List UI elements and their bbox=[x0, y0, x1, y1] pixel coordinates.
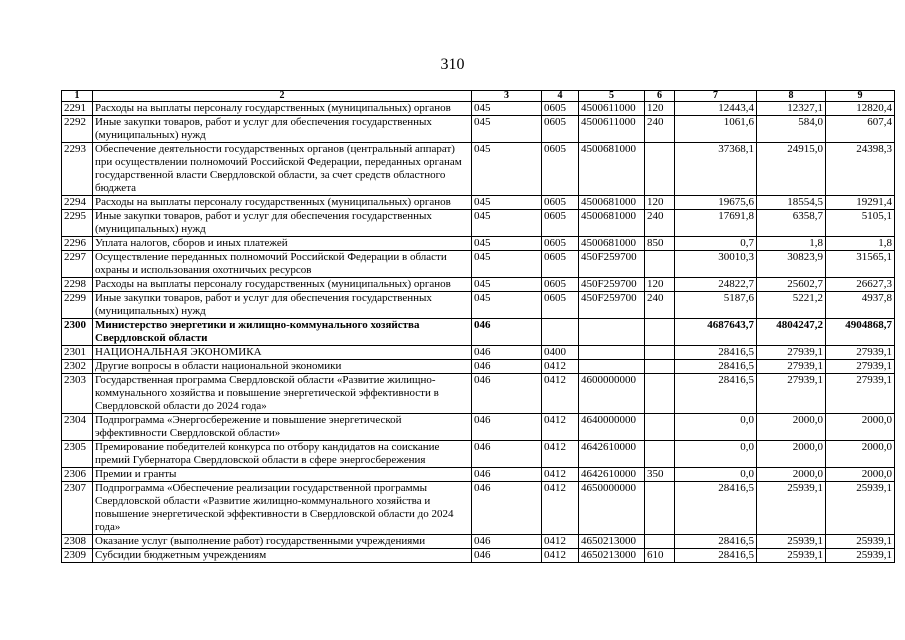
row-number: 2302 bbox=[62, 360, 93, 374]
row-amount-1: 37368,1 bbox=[675, 143, 757, 196]
row-target-code: 4642610000 bbox=[579, 441, 645, 468]
row-section-code: 0412 bbox=[542, 360, 579, 374]
row-description: Оказание услуг (выполнение работ) государственными учреждениями bbox=[93, 535, 472, 549]
row-ministry-code: 046 bbox=[472, 468, 542, 482]
row-number: 2308 bbox=[62, 535, 93, 549]
row-number: 2291 bbox=[62, 102, 93, 116]
row-amount-3: 4937,8 bbox=[826, 292, 895, 319]
table-row bbox=[62, 143, 895, 196]
row-description: Расходы на выплаты персоналу государственных (муниципальных) органов bbox=[93, 278, 472, 292]
row-section-code: 0605 bbox=[542, 143, 579, 196]
row-ministry-code: 045 bbox=[472, 237, 542, 251]
row-expense-type bbox=[645, 535, 675, 549]
row-amount-1: 19675,6 bbox=[675, 196, 757, 210]
row-number: 2300 bbox=[62, 319, 93, 346]
row-expense-type bbox=[645, 360, 675, 374]
row-amount-1: 30010,3 bbox=[675, 251, 757, 278]
row-amount-1: 0,7 bbox=[675, 237, 757, 251]
row-amount-1: 12443,4 bbox=[675, 102, 757, 116]
row-expense-type bbox=[645, 482, 675, 535]
table-row bbox=[62, 251, 895, 278]
row-number: 2309 bbox=[62, 549, 93, 563]
row-amount-2: 27939,1 bbox=[757, 360, 826, 374]
row-expense-type bbox=[645, 441, 675, 468]
row-amount-1: 28416,5 bbox=[675, 346, 757, 360]
header-col-4: 4 bbox=[542, 91, 579, 102]
row-ministry-code: 046 bbox=[472, 414, 542, 441]
row-description: Подпрограмма «Энергосбережение и повышение энергетической эффективности Свердловской области» bbox=[93, 414, 472, 441]
row-target-code: 4650213000 bbox=[579, 549, 645, 563]
row-number: 2299 bbox=[62, 292, 93, 319]
row-amount-2: 25939,1 bbox=[757, 535, 826, 549]
row-amount-2: 2000,0 bbox=[757, 468, 826, 482]
table-row bbox=[62, 549, 895, 563]
row-section-code: 0412 bbox=[542, 535, 579, 549]
row-ministry-code: 046 bbox=[472, 319, 542, 346]
row-number: 2306 bbox=[62, 468, 93, 482]
row-target-code: 4500681000 bbox=[579, 210, 645, 237]
row-description: Премирование победителей конкурса по отбору кандидатов на соискание премий Губернатора Свердловской области в сфере энергосбережения bbox=[93, 441, 472, 468]
row-description: Премии и гранты bbox=[93, 468, 472, 482]
row-section-code: 0412 bbox=[542, 414, 579, 441]
row-description: НАЦИОНАЛЬНАЯ ЭКОНОМИКА bbox=[93, 346, 472, 360]
row-description: Другие вопросы в области национальной экономики bbox=[93, 360, 472, 374]
row-section-code: 0400 bbox=[542, 346, 579, 360]
row-number: 2298 bbox=[62, 278, 93, 292]
row-number: 2294 bbox=[62, 196, 93, 210]
row-amount-3: 2000,0 bbox=[826, 468, 895, 482]
row-amount-3: 25939,1 bbox=[826, 549, 895, 563]
header-col-7: 7 bbox=[675, 91, 757, 102]
header-col-5: 5 bbox=[579, 91, 645, 102]
row-ministry-code: 045 bbox=[472, 102, 542, 116]
table-row bbox=[62, 210, 895, 237]
row-ministry-code: 045 bbox=[472, 278, 542, 292]
table-row bbox=[62, 482, 895, 535]
table-row bbox=[62, 360, 895, 374]
row-expense-type bbox=[645, 414, 675, 441]
row-target-code: 4642610000 bbox=[579, 468, 645, 482]
table-row bbox=[62, 414, 895, 441]
row-target-code: 4500681000 bbox=[579, 196, 645, 210]
row-ministry-code: 045 bbox=[472, 196, 542, 210]
row-section-code: 0605 bbox=[542, 196, 579, 210]
header-col-3: 3 bbox=[472, 91, 542, 102]
row-target-code: 4640000000 bbox=[579, 414, 645, 441]
row-description: Субсидии бюджетным учреждениям bbox=[93, 549, 472, 563]
row-section-code: 0605 bbox=[542, 251, 579, 278]
table-header-row bbox=[62, 91, 895, 102]
row-target-code: 4500611000 bbox=[579, 116, 645, 143]
row-number: 2305 bbox=[62, 441, 93, 468]
row-expense-type bbox=[645, 346, 675, 360]
row-expense-type: 120 bbox=[645, 196, 675, 210]
row-expense-type: 850 bbox=[645, 237, 675, 251]
row-amount-2: 584,0 bbox=[757, 116, 826, 143]
row-target-code: 4500681000 bbox=[579, 143, 645, 196]
table-row bbox=[62, 278, 895, 292]
header-col-9: 9 bbox=[826, 91, 895, 102]
row-amount-2: 2000,0 bbox=[757, 441, 826, 468]
row-amount-2: 25939,1 bbox=[757, 482, 826, 535]
row-number: 2297 bbox=[62, 251, 93, 278]
row-amount-3: 27939,1 bbox=[826, 374, 895, 414]
row-ministry-code: 045 bbox=[472, 210, 542, 237]
row-amount-2: 2000,0 bbox=[757, 414, 826, 441]
table-row bbox=[62, 535, 895, 549]
row-amount-3: 5105,1 bbox=[826, 210, 895, 237]
row-section-code: 0605 bbox=[542, 292, 579, 319]
row-section-code bbox=[542, 319, 579, 346]
page-number: 310 bbox=[440, 56, 465, 73]
row-amount-3: 4904868,7 bbox=[826, 319, 895, 346]
row-description: Обеспечение деятельности государственных органов (центральный аппарат) при осуществлении полномочий Российской Федерации, переданных органам государственной власти Свердловской области, за счет средств областного бюджета bbox=[93, 143, 472, 196]
header-col-1: 1 bbox=[62, 91, 93, 102]
row-amount-2: 24915,0 bbox=[757, 143, 826, 196]
row-amount-1: 0,0 bbox=[675, 414, 757, 441]
row-amount-1: 28416,5 bbox=[675, 549, 757, 563]
row-description: Осуществление переданных полномочий Российской Федерации в области охраны и использования охотничьих ресурсов bbox=[93, 251, 472, 278]
row-ministry-code: 046 bbox=[472, 482, 542, 535]
row-target-code: 4500611000 bbox=[579, 102, 645, 116]
row-target-code: 4650000000 bbox=[579, 482, 645, 535]
row-amount-2: 25939,1 bbox=[757, 549, 826, 563]
row-number: 2303 bbox=[62, 374, 93, 414]
row-expense-type: 240 bbox=[645, 292, 675, 319]
row-amount-2: 5221,2 bbox=[757, 292, 826, 319]
row-number: 2293 bbox=[62, 143, 93, 196]
row-ministry-code: 046 bbox=[472, 535, 542, 549]
row-amount-3: 24398,3 bbox=[826, 143, 895, 196]
row-section-code: 0412 bbox=[542, 468, 579, 482]
row-amount-2: 27939,1 bbox=[757, 346, 826, 360]
row-amount-3: 607,4 bbox=[826, 116, 895, 143]
row-amount-3: 12820,4 bbox=[826, 102, 895, 116]
row-section-code: 0605 bbox=[542, 116, 579, 143]
row-expense-type bbox=[645, 143, 675, 196]
table-body bbox=[62, 102, 895, 563]
row-section-code: 0605 bbox=[542, 237, 579, 251]
row-ministry-code: 046 bbox=[472, 360, 542, 374]
row-amount-1: 0,0 bbox=[675, 441, 757, 468]
row-expense-type bbox=[645, 319, 675, 346]
table-row bbox=[62, 292, 895, 319]
row-amount-1: 4687643,7 bbox=[675, 319, 757, 346]
table-row bbox=[62, 116, 895, 143]
row-expense-type bbox=[645, 251, 675, 278]
row-amount-3: 2000,0 bbox=[826, 441, 895, 468]
row-amount-3: 19291,4 bbox=[826, 196, 895, 210]
row-amount-2: 1,8 bbox=[757, 237, 826, 251]
row-target-code bbox=[579, 360, 645, 374]
row-expense-type: 120 bbox=[645, 102, 675, 116]
row-amount-3: 31565,1 bbox=[826, 251, 895, 278]
row-amount-3: 25939,1 bbox=[826, 482, 895, 535]
row-amount-1: 0,0 bbox=[675, 468, 757, 482]
row-target-code: 450F259700 bbox=[579, 292, 645, 319]
row-amount-1: 24822,7 bbox=[675, 278, 757, 292]
row-amount-1: 28416,5 bbox=[675, 482, 757, 535]
row-number: 2295 bbox=[62, 210, 93, 237]
row-amount-1: 5187,6 bbox=[675, 292, 757, 319]
header-col-8: 8 bbox=[757, 91, 826, 102]
row-target-code bbox=[579, 346, 645, 360]
row-amount-2: 25602,7 bbox=[757, 278, 826, 292]
row-amount-3: 27939,1 bbox=[826, 360, 895, 374]
row-section-code: 0605 bbox=[542, 278, 579, 292]
row-ministry-code: 046 bbox=[472, 346, 542, 360]
row-section-code: 0412 bbox=[542, 482, 579, 535]
row-expense-type: 120 bbox=[645, 278, 675, 292]
table-row bbox=[62, 441, 895, 468]
row-description: Министерство энергетики и жилищно-коммунального хозяйства Свердловской области bbox=[93, 319, 472, 346]
row-amount-2: 4804247,2 bbox=[757, 319, 826, 346]
row-ministry-code: 045 bbox=[472, 251, 542, 278]
row-amount-1: 28416,5 bbox=[675, 360, 757, 374]
budget-table bbox=[61, 90, 895, 563]
table-row bbox=[62, 346, 895, 360]
row-description: Государственная программа Свердловской области «Развитие жилищно-коммунального хозяйства и повышение энергетической эффективности в Свердловской области до 2024 года» bbox=[93, 374, 472, 414]
row-amount-1: 28416,5 bbox=[675, 374, 757, 414]
row-section-code: 0412 bbox=[542, 441, 579, 468]
table-row bbox=[62, 196, 895, 210]
row-amount-3: 2000,0 bbox=[826, 414, 895, 441]
row-section-code: 0605 bbox=[542, 210, 579, 237]
row-description: Уплата налогов, сборов и иных платежей bbox=[93, 237, 472, 251]
row-description: Подпрограмма «Обеспечение реализации государственной программы Свердловской области «Развитие жилищно-коммунального хозяйства и повышение энергетической эффективности в Свердловской области до 2024 года» bbox=[93, 482, 472, 535]
row-description: Иные закупки товаров, работ и услуг для обеспечения государственных (муниципальных) нужд bbox=[93, 116, 472, 143]
row-description: Расходы на выплаты персоналу государственных (муниципальных) органов bbox=[93, 102, 472, 116]
row-expense-type: 610 bbox=[645, 549, 675, 563]
row-amount-1: 17691,8 bbox=[675, 210, 757, 237]
row-ministry-code: 046 bbox=[472, 441, 542, 468]
row-expense-type bbox=[645, 374, 675, 414]
row-amount-3: 25939,1 bbox=[826, 535, 895, 549]
row-number: 2301 bbox=[62, 346, 93, 360]
row-section-code: 0412 bbox=[542, 374, 579, 414]
row-number: 2292 bbox=[62, 116, 93, 143]
row-expense-type: 240 bbox=[645, 210, 675, 237]
row-amount-2: 27939,1 bbox=[757, 374, 826, 414]
row-amount-3: 1,8 bbox=[826, 237, 895, 251]
row-amount-2: 6358,7 bbox=[757, 210, 826, 237]
row-description: Иные закупки товаров, работ и услуг для обеспечения государственных (муниципальных) нужд bbox=[93, 210, 472, 237]
row-target-code: 4650213000 bbox=[579, 535, 645, 549]
row-ministry-code: 045 bbox=[472, 143, 542, 196]
table-row bbox=[62, 468, 895, 482]
table-row bbox=[62, 102, 895, 116]
row-ministry-code: 045 bbox=[472, 292, 542, 319]
row-description: Иные закупки товаров, работ и услуг для обеспечения государственных (муниципальных) нужд bbox=[93, 292, 472, 319]
row-target-code: 450F259700 bbox=[579, 278, 645, 292]
row-amount-1: 28416,5 bbox=[675, 535, 757, 549]
row-number: 2296 bbox=[62, 237, 93, 251]
table-row bbox=[62, 319, 895, 346]
header-col-2: 2 bbox=[93, 91, 472, 102]
row-number: 2307 bbox=[62, 482, 93, 535]
row-amount-2: 30823,9 bbox=[757, 251, 826, 278]
row-ministry-code: 045 bbox=[472, 116, 542, 143]
row-expense-type: 240 bbox=[645, 116, 675, 143]
row-target-code: 4500681000 bbox=[579, 237, 645, 251]
row-target-code bbox=[579, 319, 645, 346]
row-amount-2: 18554,5 bbox=[757, 196, 826, 210]
row-amount-1: 1061,6 bbox=[675, 116, 757, 143]
row-amount-2: 12327,1 bbox=[757, 102, 826, 116]
table-row bbox=[62, 374, 895, 414]
row-section-code: 0412 bbox=[542, 549, 579, 563]
row-target-code: 4600000000 bbox=[579, 374, 645, 414]
row-ministry-code: 046 bbox=[472, 549, 542, 563]
row-target-code: 450F259700 bbox=[579, 251, 645, 278]
row-amount-3: 27939,1 bbox=[826, 346, 895, 360]
row-description: Расходы на выплаты персоналу государственных (муниципальных) органов bbox=[93, 196, 472, 210]
row-expense-type: 350 bbox=[645, 468, 675, 482]
row-number: 2304 bbox=[62, 414, 93, 441]
row-amount-3: 26627,3 bbox=[826, 278, 895, 292]
table-row bbox=[62, 237, 895, 251]
header-col-6: 6 bbox=[645, 91, 675, 102]
row-section-code: 0605 bbox=[542, 102, 579, 116]
row-ministry-code: 046 bbox=[472, 374, 542, 414]
